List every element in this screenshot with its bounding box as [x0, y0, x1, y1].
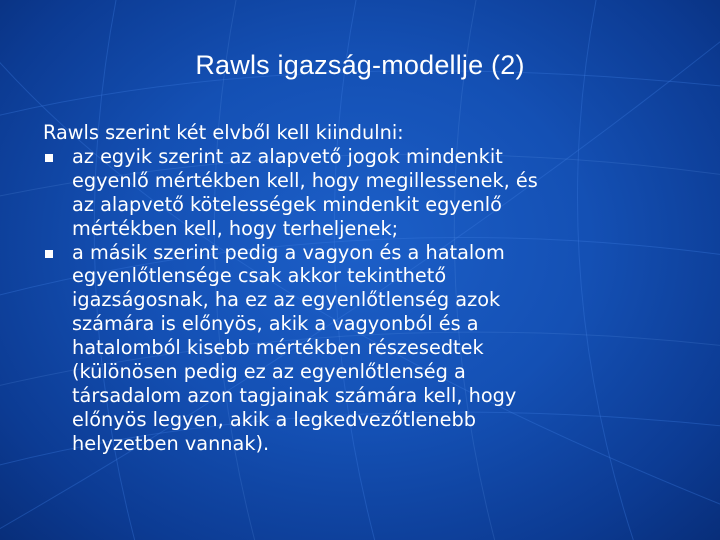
bullet-line: egyenlő mértékben kell, hogy megillessenek, és: [72, 168, 538, 192]
bullet-line: az egyik szerint az alapvető jogok mindenkit: [72, 144, 503, 168]
bullet-line: mértékben kell, hogy terheljenek;: [72, 216, 399, 240]
bullet-line: (különösen pedig ez az egyenlőtlenség a: [72, 360, 466, 384]
bullet-line: a másik szerint pedig a vagyon és a hatalom: [72, 240, 505, 264]
bullet-line: társadalom azon tagjainak számára kell, hogy: [72, 383, 517, 407]
bullet-list: [43, 145, 683, 456]
bullet-line: hatalomból kisebb mértékben részesedtek: [72, 336, 484, 360]
bullet-item-1: [43, 145, 683, 241]
bullet-line: számára is előnyös, akik a vagyonból és a: [72, 312, 479, 336]
bullet-line: az alapvető kötelességek mindenkit egyenlő: [72, 192, 502, 216]
bullet-line: helyzetben vannak).: [72, 431, 270, 455]
intro-text: Rawls szerint két elvből kell kiindulni:: [43, 121, 404, 144]
bullet-line: előnyös legyen, akik a legkedvezőtlenebb: [72, 407, 476, 431]
bullet-item-2: [43, 241, 683, 456]
bullet-line: egyenlőtlensége csak akkor tekinthető: [72, 264, 447, 288]
slide-body: [43, 121, 683, 456]
square-bullet-icon: [45, 154, 53, 162]
slide-title: Rawls igazság-modellje (2): [195, 50, 525, 80]
bullet-line: igazságosnak, ha ez az egyenlőtlenség azok: [72, 288, 501, 312]
square-bullet-icon: [45, 250, 53, 258]
